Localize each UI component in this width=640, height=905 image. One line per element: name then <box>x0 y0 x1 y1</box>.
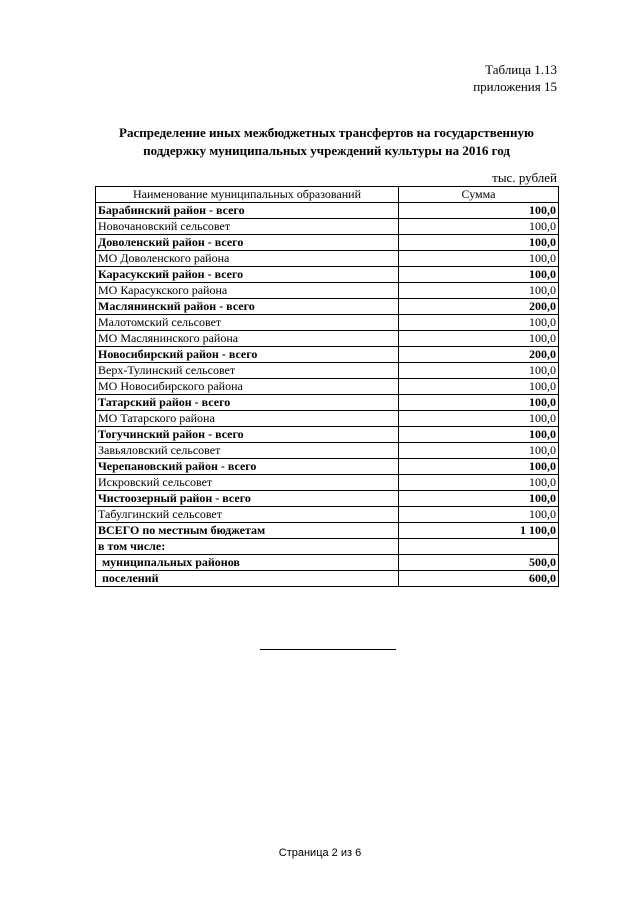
row-name-cell: Барабинский район - всего <box>96 203 399 219</box>
table-header-row <box>96 187 559 203</box>
table-row <box>96 411 559 427</box>
row-name-cell: Новочановский сельсовет <box>96 219 399 235</box>
separator-line <box>260 649 396 650</box>
row-name-cell: МО Доволенского района <box>96 251 399 267</box>
row-name-cell: Татарский район - всего <box>96 395 399 411</box>
row-sum-cell: 100,0 <box>399 203 559 219</box>
row-sum-cell: 100,0 <box>399 395 559 411</box>
row-sum-cell <box>399 539 559 555</box>
table-number-caption: Таблица 1.13 <box>485 62 557 77</box>
column-header-name: Наименование муниципальных образований <box>96 187 399 203</box>
row-name-cell: Чистоозерный район - всего <box>96 491 399 507</box>
table-row <box>96 571 559 587</box>
row-name-cell: Малотомский сельсовет <box>96 315 399 331</box>
document-title-line-1: Распределение иных межбюджетных трансфертов на государственную <box>119 125 534 140</box>
row-name-cell: Маслянинский район - всего <box>96 299 399 315</box>
table-body <box>96 203 559 587</box>
table-row <box>96 507 559 523</box>
row-name-cell: Верх-Тулинский сельсовет <box>96 363 399 379</box>
row-name-cell: МО Новосибирского района <box>96 379 399 395</box>
row-sum-cell: 100,0 <box>399 315 559 331</box>
table-row <box>96 347 559 363</box>
table-row <box>96 459 559 475</box>
row-sum-cell: 100,0 <box>399 491 559 507</box>
row-name-cell: Искровский сельсовет <box>96 475 399 491</box>
table-row <box>96 363 559 379</box>
row-name-cell: Завьяловский сельсовет <box>96 443 399 459</box>
row-sum-cell: 100,0 <box>399 427 559 443</box>
appendix-caption: приложения 15 <box>473 79 557 94</box>
row-sum-cell: 600,0 <box>399 571 559 587</box>
row-name-cell: Новосибирский район - всего <box>96 347 399 363</box>
column-header-sum: Сумма <box>399 187 559 203</box>
row-sum-cell: 100,0 <box>399 251 559 267</box>
page-footer: Страница 2 из 6 <box>278 847 362 859</box>
row-sum-cell: 100,0 <box>399 411 559 427</box>
row-sum-cell: 1 100,0 <box>399 523 559 539</box>
table-row <box>96 379 559 395</box>
table-row <box>96 315 559 331</box>
row-sum-cell: 100,0 <box>399 235 559 251</box>
table-row <box>96 203 559 219</box>
row-sum-cell: 500,0 <box>399 555 559 571</box>
table-row <box>96 523 559 539</box>
row-sum-cell: 100,0 <box>399 267 559 283</box>
row-sum-cell: 100,0 <box>399 363 559 379</box>
row-name-cell: Доволенский район - всего <box>96 235 399 251</box>
document-title <box>95 124 558 160</box>
table-row <box>96 555 559 571</box>
row-sum-cell: 100,0 <box>399 507 559 523</box>
row-sum-cell: 100,0 <box>399 219 559 235</box>
table-row <box>96 427 559 443</box>
table-row <box>96 331 559 347</box>
row-name-cell: Табулгинский сельсовет <box>96 507 399 523</box>
table-row <box>96 267 559 283</box>
table-row <box>96 491 559 507</box>
table-row <box>96 283 559 299</box>
table-row <box>96 219 559 235</box>
transfers-table <box>95 186 559 587</box>
row-name-cell: муниципальных районов <box>96 555 399 571</box>
row-name-cell: Черепановский район - всего <box>96 459 399 475</box>
row-sum-cell: 100,0 <box>399 283 559 299</box>
row-sum-cell: 200,0 <box>399 347 559 363</box>
units-label: тыс. рублей <box>492 170 557 185</box>
table-row <box>96 235 559 251</box>
table-row <box>96 395 559 411</box>
table-row <box>96 443 559 459</box>
row-name-cell: МО Карасукского района <box>96 283 399 299</box>
document-title-line-2: поддержку муниципальных учреждений культуры на 2016 год <box>143 143 510 158</box>
row-sum-cell: 100,0 <box>399 459 559 475</box>
row-sum-cell: 100,0 <box>399 331 559 347</box>
table-row <box>96 251 559 267</box>
row-sum-cell: 100,0 <box>399 443 559 459</box>
row-sum-cell: 100,0 <box>399 379 559 395</box>
table-row <box>96 475 559 491</box>
row-name-cell: МО Татарского района <box>96 411 399 427</box>
row-sum-cell: 200,0 <box>399 299 559 315</box>
row-name-cell: ВСЕГО по местным бюджетам <box>96 523 399 539</box>
row-name-cell: в том числе: <box>96 539 399 555</box>
row-name-cell: поселений <box>96 571 399 587</box>
row-name-cell: Карасукский район - всего <box>96 267 399 283</box>
row-name-cell: МО Маслянинского района <box>96 331 399 347</box>
row-sum-cell: 100,0 <box>399 475 559 491</box>
table-row <box>96 539 559 555</box>
row-name-cell: Тогучинский район - всего <box>96 427 399 443</box>
table-row <box>96 299 559 315</box>
